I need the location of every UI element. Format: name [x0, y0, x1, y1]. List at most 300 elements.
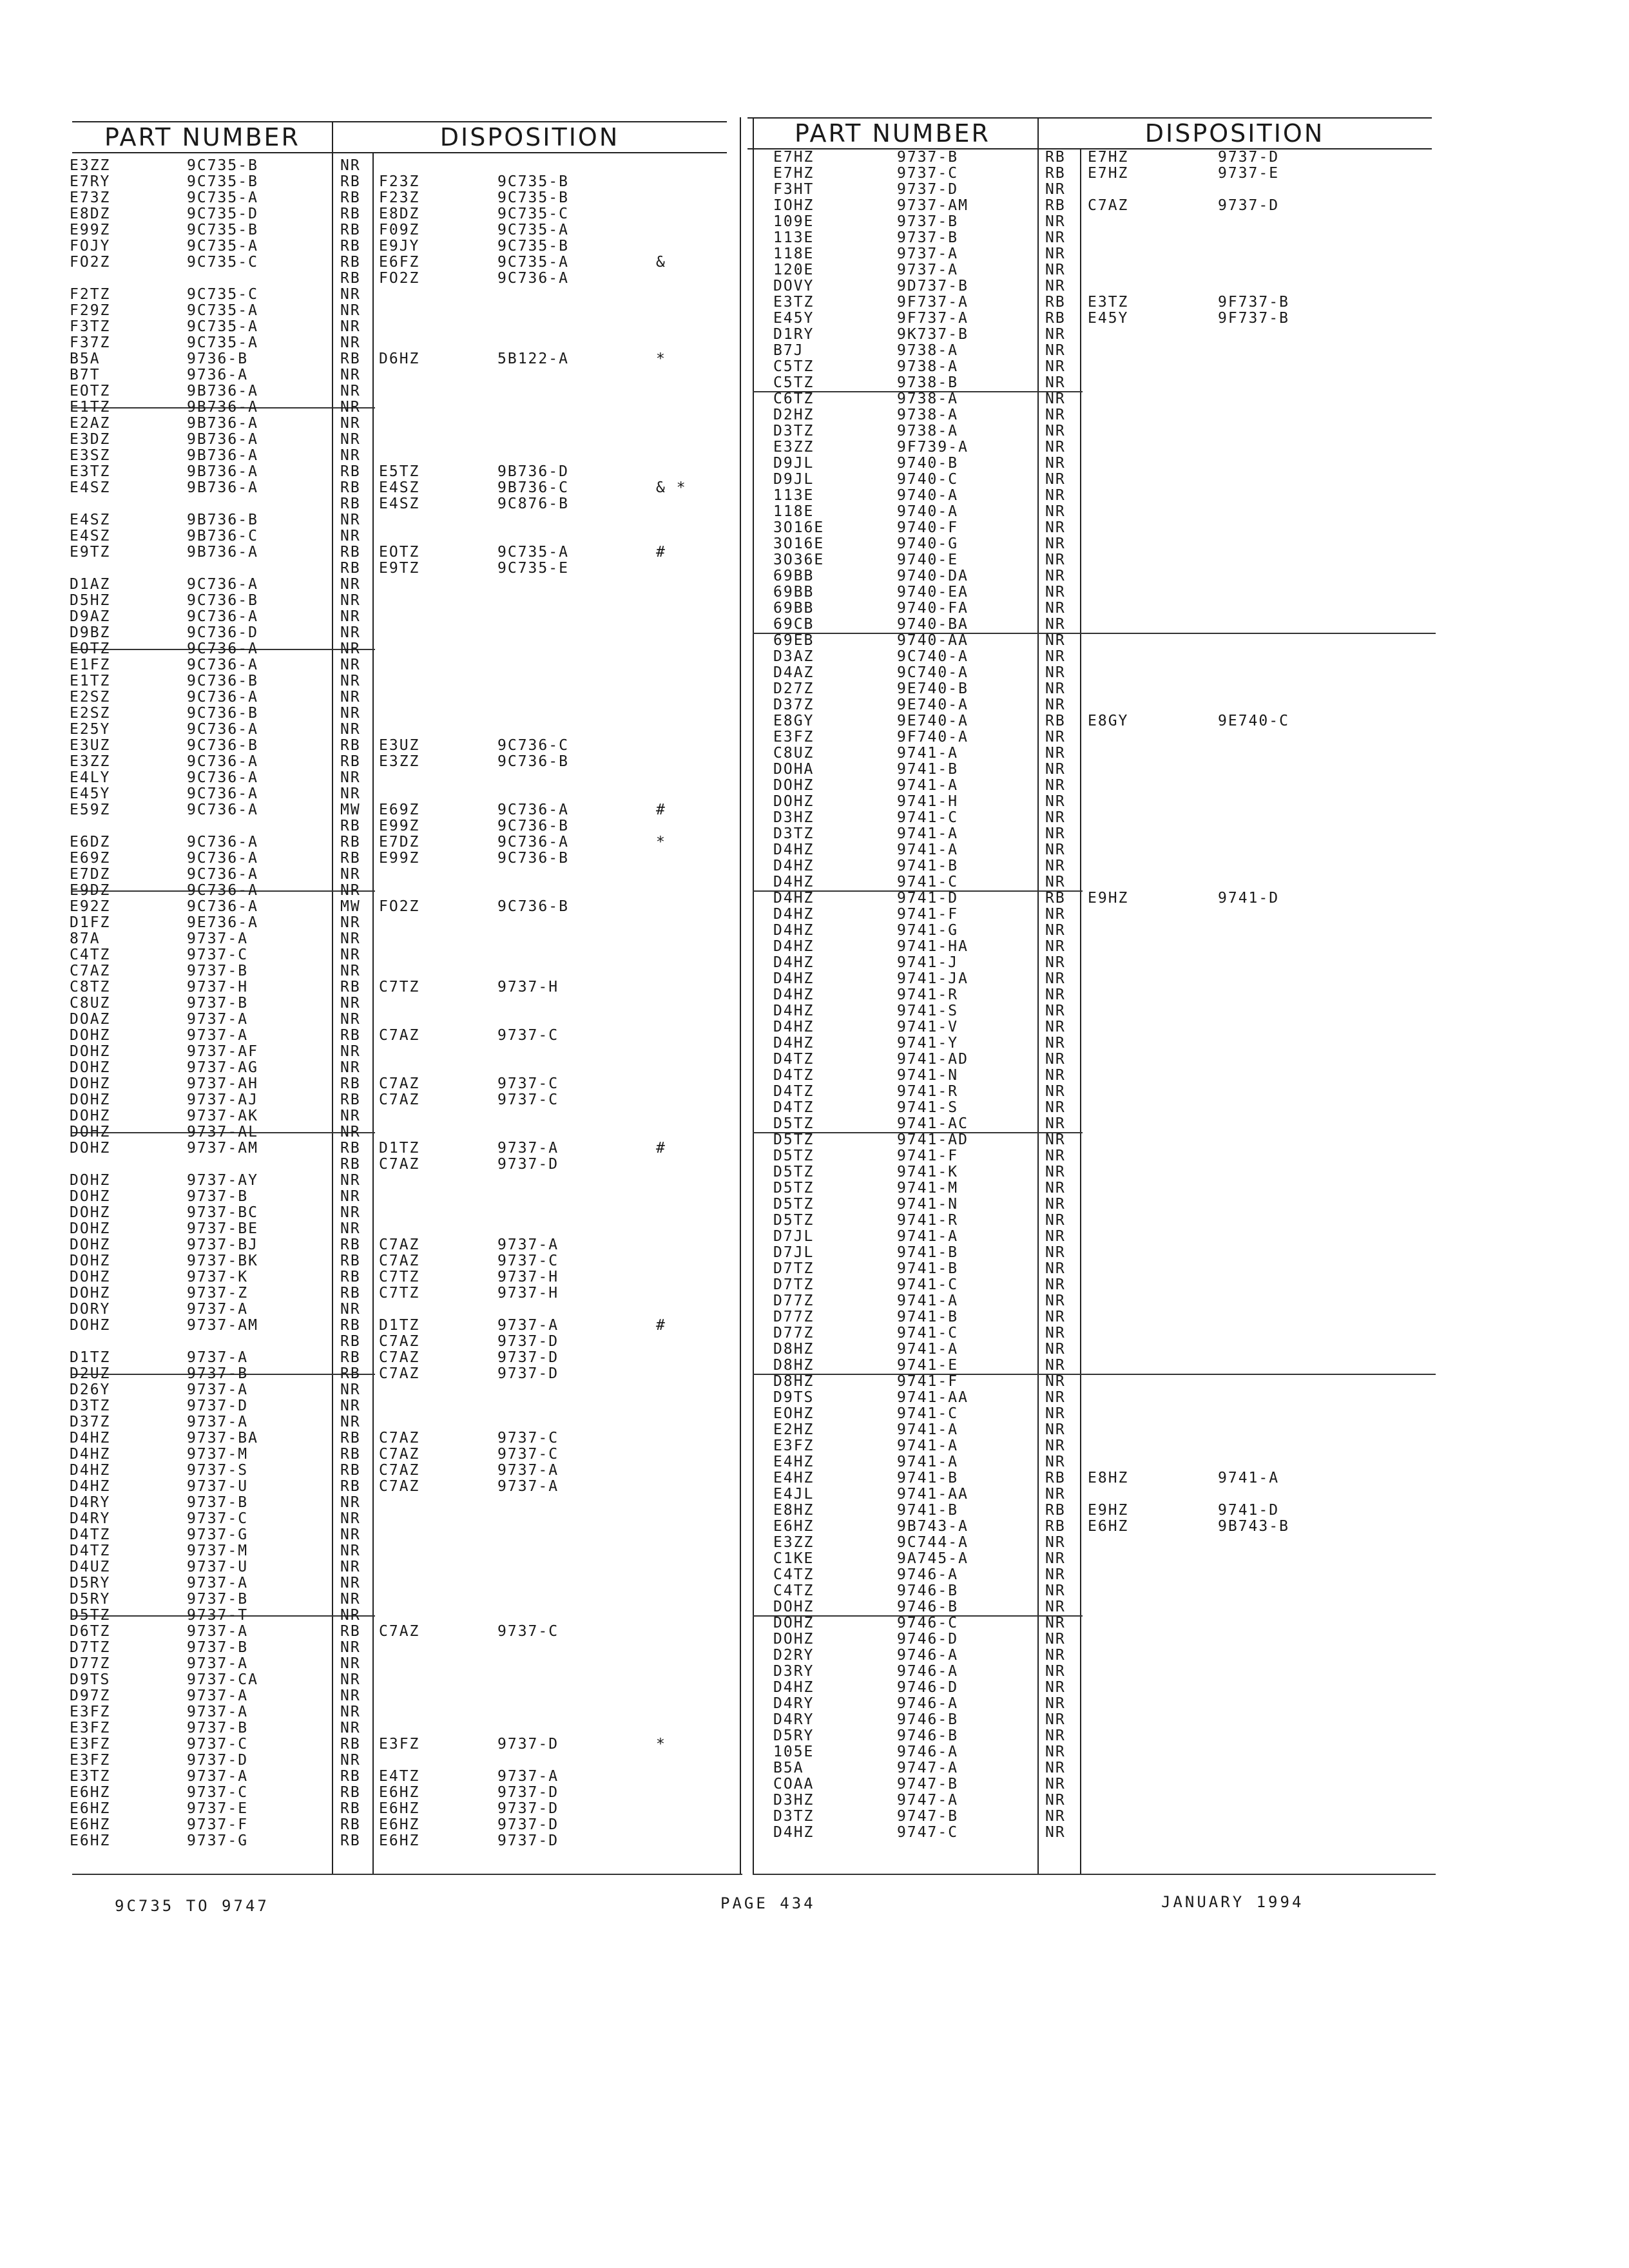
part-prefix: DOHZ: [70, 1269, 111, 1285]
disposition-code: NR: [340, 689, 361, 706]
part-prefix: D7TZ: [773, 1260, 815, 1277]
part-number: 9746-D: [897, 1679, 959, 1696]
replacement-number: 9737-D: [1218, 149, 1280, 166]
part-prefix: E9TZ: [70, 544, 111, 561]
part-prefix: E3DZ: [70, 431, 111, 448]
part-prefix: 113E: [773, 229, 815, 246]
part-prefix: D9JL: [773, 455, 815, 472]
disposition-code: NR: [1045, 358, 1066, 375]
part-number: 9737-B: [187, 1365, 249, 1382]
disposition-code: NR: [1045, 1695, 1066, 1712]
disposition-code: NR: [340, 995, 361, 1012]
part-prefix: E8GY: [773, 713, 815, 729]
disposition-code: RB: [340, 1091, 361, 1108]
part-prefix: F3TZ: [70, 318, 111, 335]
part-prefix: D4TZ: [773, 1051, 815, 1068]
part-number: 9741-G: [897, 922, 959, 939]
part-prefix: D5TZ: [773, 1115, 815, 1132]
replacement-number: 9737-D: [497, 1349, 559, 1366]
part-number: 9737-A: [187, 1011, 249, 1028]
part-number: 9C736-A: [187, 608, 258, 625]
replacement-number: 9737-D: [497, 1816, 559, 1833]
disposition-code: RB: [340, 173, 361, 190]
part-number: 9746-A: [897, 1663, 959, 1680]
part-number: 9C736-A: [187, 689, 258, 706]
left-part-number-header: [72, 121, 333, 153]
part-number: 9741-A: [897, 1228, 959, 1245]
part-number: 9740-A: [897, 503, 959, 520]
disposition-code: RB: [340, 1156, 361, 1173]
part-number: 9C740-A: [897, 664, 969, 681]
part-number: 9C736-A: [187, 850, 258, 867]
part-prefix: DOAZ: [70, 1011, 111, 1028]
part-prefix: D6TZ: [70, 1623, 111, 1640]
part-prefix: D5TZ: [773, 1212, 815, 1229]
part-prefix: DOHZ: [70, 1027, 111, 1044]
part-prefix: E4LY: [70, 769, 111, 786]
part-number: 9737-A: [187, 1575, 249, 1591]
part-number: 9737-AM: [187, 1140, 258, 1157]
replacement-prefix: E7HZ: [1088, 165, 1129, 182]
part-number: 9746-C: [897, 1615, 959, 1631]
disposition-code: NR: [1045, 1244, 1066, 1261]
part-number: 9741-A: [897, 777, 959, 794]
part-prefix: E3ZZ: [70, 157, 111, 174]
part-prefix: D3TZ: [773, 423, 815, 439]
part-prefix: EOTZ: [70, 383, 111, 399]
part-number: 9C736-A: [187, 898, 258, 915]
disposition-code: NR: [1045, 1164, 1066, 1180]
part-number: 9737-A: [897, 262, 959, 278]
part-prefix: DOVY: [773, 278, 815, 294]
part-prefix: D9JL: [773, 471, 815, 488]
part-number: 9737-D: [187, 1752, 249, 1769]
part-number: 9737-M: [187, 1542, 249, 1559]
part-prefix: E3ZZ: [773, 1534, 815, 1551]
disposition-code: RB: [340, 1317, 361, 1334]
replacement-prefix: FO2Z: [379, 270, 420, 287]
part-number: 9B736-A: [187, 415, 258, 432]
part-number: 9B736-A: [187, 479, 258, 496]
disposition-code: NR: [340, 914, 361, 931]
part-prefix: D3TZ: [773, 1808, 815, 1825]
part-prefix: D4TZ: [70, 1526, 111, 1543]
right-left-border: [753, 117, 754, 1875]
part-prefix: 69BB: [773, 600, 815, 617]
part-prefix: E59Z: [70, 802, 111, 818]
disposition-code: RB: [340, 1768, 361, 1785]
part-number: 9C736-B: [187, 705, 258, 722]
disposition-code: NR: [1045, 600, 1066, 617]
disposition-code: NR: [1045, 1293, 1066, 1309]
part-number: 9C736-A: [187, 640, 258, 657]
disposition-code: RB: [340, 818, 361, 834]
disposition-code: NR: [1045, 874, 1066, 890]
note-flag: #: [656, 802, 666, 818]
part-number: 9737-Z: [187, 1285, 249, 1302]
replacement-prefix: E99Z: [379, 850, 420, 867]
part-prefix: D4HZ: [773, 841, 815, 858]
part-number: 9741-AA: [897, 1486, 969, 1503]
disposition-code: NR: [1045, 1599, 1066, 1615]
replacement-number: 9737-C: [497, 1253, 559, 1269]
disposition-code: NR: [340, 1011, 361, 1028]
replacement-prefix: C7AZ: [379, 1236, 420, 1253]
part-number: 9C735-A: [187, 334, 258, 351]
replacement-prefix: E99Z: [379, 818, 420, 834]
part-number: 9E740-A: [897, 713, 969, 729]
note-flag: #: [656, 544, 666, 561]
disposition-code: NR: [340, 1526, 361, 1543]
part-prefix: D4HZ: [773, 890, 815, 907]
part-number: 9738-B: [897, 374, 959, 391]
part-number: 9741-A: [897, 1293, 959, 1309]
part-prefix: D4HZ: [773, 1035, 815, 1052]
disposition-code: RB: [340, 1478, 361, 1495]
disposition-code: NR: [1045, 1373, 1066, 1390]
part-number: 9737-B: [187, 1720, 249, 1736]
disposition-code: NR: [340, 1575, 361, 1591]
part-number: 9741-F: [897, 1373, 959, 1390]
replacement-prefix: C7TZ: [379, 1285, 420, 1302]
part-prefix: D3HZ: [773, 1792, 815, 1809]
part-number: 9746-A: [897, 1566, 959, 1583]
disposition-code: RB: [340, 1140, 361, 1157]
part-number: 9740-C: [897, 471, 959, 488]
disposition-code: NR: [1045, 1824, 1066, 1841]
disposition-code: NR: [1045, 906, 1066, 923]
part-prefix: DOHZ: [773, 777, 815, 794]
part-number: 9738-A: [897, 390, 959, 407]
replacement-prefix: E9JY: [379, 238, 420, 255]
disposition-code: NR: [1045, 1003, 1066, 1019]
disposition-code: NR: [1045, 1083, 1066, 1100]
replacement-number: 9C735-E: [497, 560, 569, 577]
replacement-prefix: E6HZ: [379, 1784, 420, 1801]
disposition-code: RB: [1045, 1502, 1066, 1519]
disposition-code: NR: [1045, 1808, 1066, 1825]
part-number: 9737-B: [187, 1591, 249, 1608]
part-number: 9741-JA: [897, 970, 969, 987]
disposition-code: NR: [1045, 986, 1066, 1003]
part-number: 9C736-A: [187, 834, 258, 850]
part-number: 9F737-A: [897, 310, 969, 327]
disposition-code: RB: [340, 1446, 361, 1463]
replacement-prefix: F09Z: [379, 222, 420, 238]
part-number: 9741-V: [897, 1019, 959, 1035]
disposition-code: NR: [1045, 1341, 1066, 1358]
part-prefix: E6DZ: [70, 834, 111, 850]
replacement-prefix: E9TZ: [379, 560, 420, 577]
part-number: 9737-AM: [897, 197, 969, 214]
replacement-number: 9737-A: [497, 1140, 559, 1157]
disposition-code: NR: [1045, 761, 1066, 778]
disposition-code: NR: [340, 1542, 361, 1559]
disposition-code: RB: [340, 1736, 361, 1753]
disposition-code: NR: [1045, 1196, 1066, 1213]
part-number: 9741-R: [897, 986, 959, 1003]
part-prefix: 69BB: [773, 568, 815, 584]
replacement-prefix: C7TZ: [379, 1269, 420, 1285]
disposition-code: NR: [340, 1301, 361, 1318]
disposition-code: RB: [340, 737, 361, 754]
disposition-code: NR: [1045, 632, 1066, 649]
replacement-number: 9737-A: [497, 1768, 559, 1785]
disposition-code: NR: [1045, 777, 1066, 794]
part-number: 9741-A: [897, 825, 959, 842]
replacement-prefix: C7AZ: [379, 1478, 420, 1495]
disposition-code: RB: [340, 495, 361, 512]
part-number: 9737-B: [187, 963, 249, 979]
replacement-prefix: F23Z: [379, 189, 420, 206]
part-number: 9741-HA: [897, 938, 969, 955]
replacement-number: 9737-D: [497, 1736, 559, 1753]
part-number: 9740-DA: [897, 568, 969, 584]
disposition-code: MW: [340, 898, 361, 915]
disposition-code: NR: [340, 1704, 361, 1720]
part-prefix: D9TS: [70, 1671, 111, 1688]
part-prefix: DOHZ: [773, 1631, 815, 1648]
part-number: 9741-D: [897, 890, 959, 907]
disposition-code: RB: [340, 834, 361, 850]
disposition-code: NR: [340, 334, 361, 351]
replacement-prefix: C7AZ: [379, 1253, 420, 1269]
replacement-number: 5B122-A: [497, 351, 569, 367]
part-number: 9B743-A: [897, 1518, 969, 1535]
part-prefix: D9AZ: [70, 608, 111, 625]
right-bottom-rule: [753, 1874, 1436, 1875]
part-prefix: E7HZ: [773, 149, 815, 166]
part-prefix: DOHA: [773, 761, 815, 778]
part-prefix: C5TZ: [773, 374, 815, 391]
right-disposition-label: DISPOSITION: [1144, 119, 1325, 148]
disposition-code: RB: [1045, 1470, 1066, 1486]
part-prefix: B7T: [70, 367, 101, 383]
disposition-code: NR: [340, 592, 361, 609]
replacement-number: 9C735-A: [497, 254, 569, 271]
part-prefix: D8HZ: [773, 1341, 815, 1358]
part-number: 9E740-A: [897, 697, 969, 713]
replacement-number: 9741-A: [1218, 1470, 1280, 1486]
replacement-number: 9C736-C: [497, 737, 569, 754]
part-number: 9741-A: [897, 1421, 959, 1438]
footer-range: 9C735 TO 9747: [115, 1897, 269, 1915]
part-prefix: 3O16E: [773, 519, 825, 536]
part-number: 9741-B: [897, 1502, 959, 1519]
part-prefix: D77Z: [773, 1325, 815, 1341]
replacement-prefix: E3TZ: [1088, 294, 1129, 311]
part-number: 9736-B: [187, 351, 249, 367]
part-prefix: 118E: [773, 245, 815, 262]
part-number: 9741-B: [897, 858, 959, 874]
part-number: 9737-A: [187, 1704, 249, 1720]
part-prefix: E3FZ: [70, 1720, 111, 1736]
disposition-code: NR: [1045, 342, 1066, 359]
disposition-code: RB: [340, 1462, 361, 1479]
disposition-code: NR: [340, 1720, 361, 1736]
part-number: 9737-AM: [187, 1317, 258, 1334]
disposition-code: RB: [340, 1333, 361, 1350]
disposition-code: RB: [1045, 890, 1066, 907]
disposition-code: RB: [340, 1027, 361, 1044]
right-disposition-header: [1037, 117, 1432, 149]
disposition-code: NR: [340, 705, 361, 722]
disposition-code: RB: [340, 1285, 361, 1302]
part-prefix: D5RY: [70, 1575, 111, 1591]
replacement-number: 9C736-B: [497, 818, 569, 834]
part-number: 9741-F: [897, 906, 959, 923]
disposition-code: RB: [340, 1365, 361, 1382]
disposition-code: NR: [1045, 1260, 1066, 1277]
part-number: 9740-G: [897, 535, 959, 552]
disposition-code: NR: [1045, 938, 1066, 955]
disposition-code: NR: [340, 1655, 361, 1672]
disposition-code: RB: [340, 850, 361, 867]
disposition-code: NR: [1045, 1744, 1066, 1760]
disposition-code: NR: [340, 673, 361, 689]
replacement-prefix: F23Z: [379, 173, 420, 190]
part-prefix: D4TZ: [773, 1067, 815, 1084]
part-number: 9746-B: [897, 1582, 959, 1599]
center-divider: [740, 117, 741, 1875]
disposition-code: NR: [1045, 793, 1066, 810]
part-prefix: D4HZ: [70, 1478, 111, 1495]
right-group-separator: [753, 1374, 1436, 1375]
replacement-prefix: EOTZ: [379, 544, 420, 561]
part-prefix: DOHZ: [70, 1204, 111, 1221]
disposition-code: NR: [1045, 745, 1066, 762]
disposition-code: NR: [340, 431, 361, 448]
part-prefix: IOHZ: [773, 197, 815, 214]
disposition-code: NR: [1045, 841, 1066, 858]
disposition-code: NR: [340, 1510, 361, 1527]
part-number: 9741-C: [897, 1276, 959, 1293]
part-number: 9740-AA: [897, 632, 969, 649]
disposition-code: NR: [1045, 1711, 1066, 1728]
part-number: 9737-C: [187, 1736, 249, 1753]
disposition-code: NR: [1045, 374, 1066, 391]
part-number: 9740-E: [897, 552, 959, 568]
part-prefix: D7TZ: [773, 1276, 815, 1293]
replacement-prefix: E6HZ: [379, 1816, 420, 1833]
part-number: 9740-EA: [897, 584, 969, 601]
part-prefix: E45Y: [70, 785, 111, 802]
replacement-prefix: E8HZ: [1088, 1470, 1129, 1486]
part-prefix: E73Z: [70, 189, 111, 206]
part-prefix: E3TZ: [70, 463, 111, 480]
disposition-code: RB: [340, 238, 361, 255]
disposition-code: NR: [340, 415, 361, 432]
replacement-prefix: D6HZ: [379, 351, 420, 367]
disposition-code: RB: [340, 1269, 361, 1285]
part-number: 9741-AD: [897, 1051, 969, 1068]
replacement-number: 9B743-B: [1218, 1518, 1289, 1535]
part-number: 9C736-A: [187, 657, 258, 673]
replacement-prefix: E9HZ: [1088, 890, 1129, 907]
part-prefix: B5A: [773, 1760, 804, 1776]
part-number: 9746-B: [897, 1599, 959, 1615]
disposition-code: NR: [1045, 519, 1066, 536]
part-number: 9737-H: [187, 979, 249, 995]
part-prefix: D4HZ: [773, 1679, 815, 1696]
part-number: 9737-C: [187, 1510, 249, 1527]
part-prefix: DOHZ: [70, 1236, 111, 1253]
part-prefix: E3SZ: [70, 447, 111, 464]
part-prefix: D4RY: [773, 1711, 815, 1728]
part-number: 9741-AD: [897, 1131, 969, 1148]
part-number: 9C735-A: [187, 238, 258, 255]
part-number: 9F739-A: [897, 439, 969, 456]
disposition-code: NR: [340, 721, 361, 738]
part-number: 9741-A: [897, 1341, 959, 1358]
disposition-code: NR: [1045, 1421, 1066, 1438]
replacement-number: 9C736-A: [497, 270, 569, 287]
part-number: 9737-U: [187, 1559, 249, 1575]
replacement-number: 9737-C: [497, 1430, 559, 1446]
part-prefix: E6HZ: [70, 1784, 111, 1801]
disposition-code: NR: [340, 1059, 361, 1076]
disposition-code: RB: [340, 206, 361, 222]
part-number: 9C740-A: [897, 648, 969, 665]
part-prefix: D4RY: [70, 1510, 111, 1527]
replacement-number: 9737-D: [497, 1365, 559, 1382]
part-number: 9737-A: [187, 1623, 249, 1640]
disposition-code: NR: [340, 882, 361, 899]
disposition-code: NR: [1045, 954, 1066, 971]
disposition-code: RB: [340, 270, 361, 287]
replacement-number: 9B736-D: [497, 463, 569, 480]
disposition-code: RB: [340, 979, 361, 995]
part-number: 9737-B: [187, 995, 249, 1012]
part-number: 9D737-B: [897, 278, 969, 294]
part-number: 9B736-A: [187, 544, 258, 561]
part-number: 9746-A: [897, 1695, 959, 1712]
part-number: 9740-F: [897, 519, 959, 536]
disposition-code: NR: [1045, 535, 1066, 552]
part-number: 9B736-C: [187, 528, 258, 544]
part-prefix: D4HZ: [773, 1019, 815, 1035]
part-prefix: D5TZ: [773, 1148, 815, 1164]
part-number: 9A745-A: [897, 1550, 969, 1567]
disposition-code: NR: [340, 930, 361, 947]
disposition-code: MW: [340, 802, 361, 818]
disposition-code: NR: [340, 1591, 361, 1608]
part-prefix: C5TZ: [773, 358, 815, 375]
replacement-number: 9F737-B: [1218, 294, 1289, 311]
part-number: 9741-B: [897, 1260, 959, 1277]
part-number: 9741-C: [897, 809, 959, 826]
replacement-prefix: E6HZ: [1088, 1518, 1129, 1535]
disposition-code: NR: [1045, 1615, 1066, 1631]
part-number: 9737-T: [187, 1607, 249, 1624]
disposition-code: NR: [340, 1494, 361, 1511]
part-prefix: E3FZ: [70, 1736, 111, 1753]
part-prefix: D37Z: [773, 697, 815, 713]
disposition-code: NR: [1045, 1389, 1066, 1406]
part-prefix: D5TZ: [773, 1196, 815, 1213]
left-code-divider: [372, 153, 374, 1875]
part-number: 9C735-D: [187, 206, 258, 222]
disposition-code: NR: [340, 1172, 361, 1189]
replacement-number: 9737-D: [497, 1784, 559, 1801]
part-prefix: E8DZ: [70, 206, 111, 222]
part-number: 9C736-B: [187, 673, 258, 689]
part-number: 9737-AK: [187, 1108, 258, 1124]
part-prefix: E3ZZ: [70, 753, 111, 770]
disposition-code: NR: [340, 383, 361, 399]
disposition-code: NR: [1045, 1776, 1066, 1792]
disposition-code: NR: [1045, 552, 1066, 568]
